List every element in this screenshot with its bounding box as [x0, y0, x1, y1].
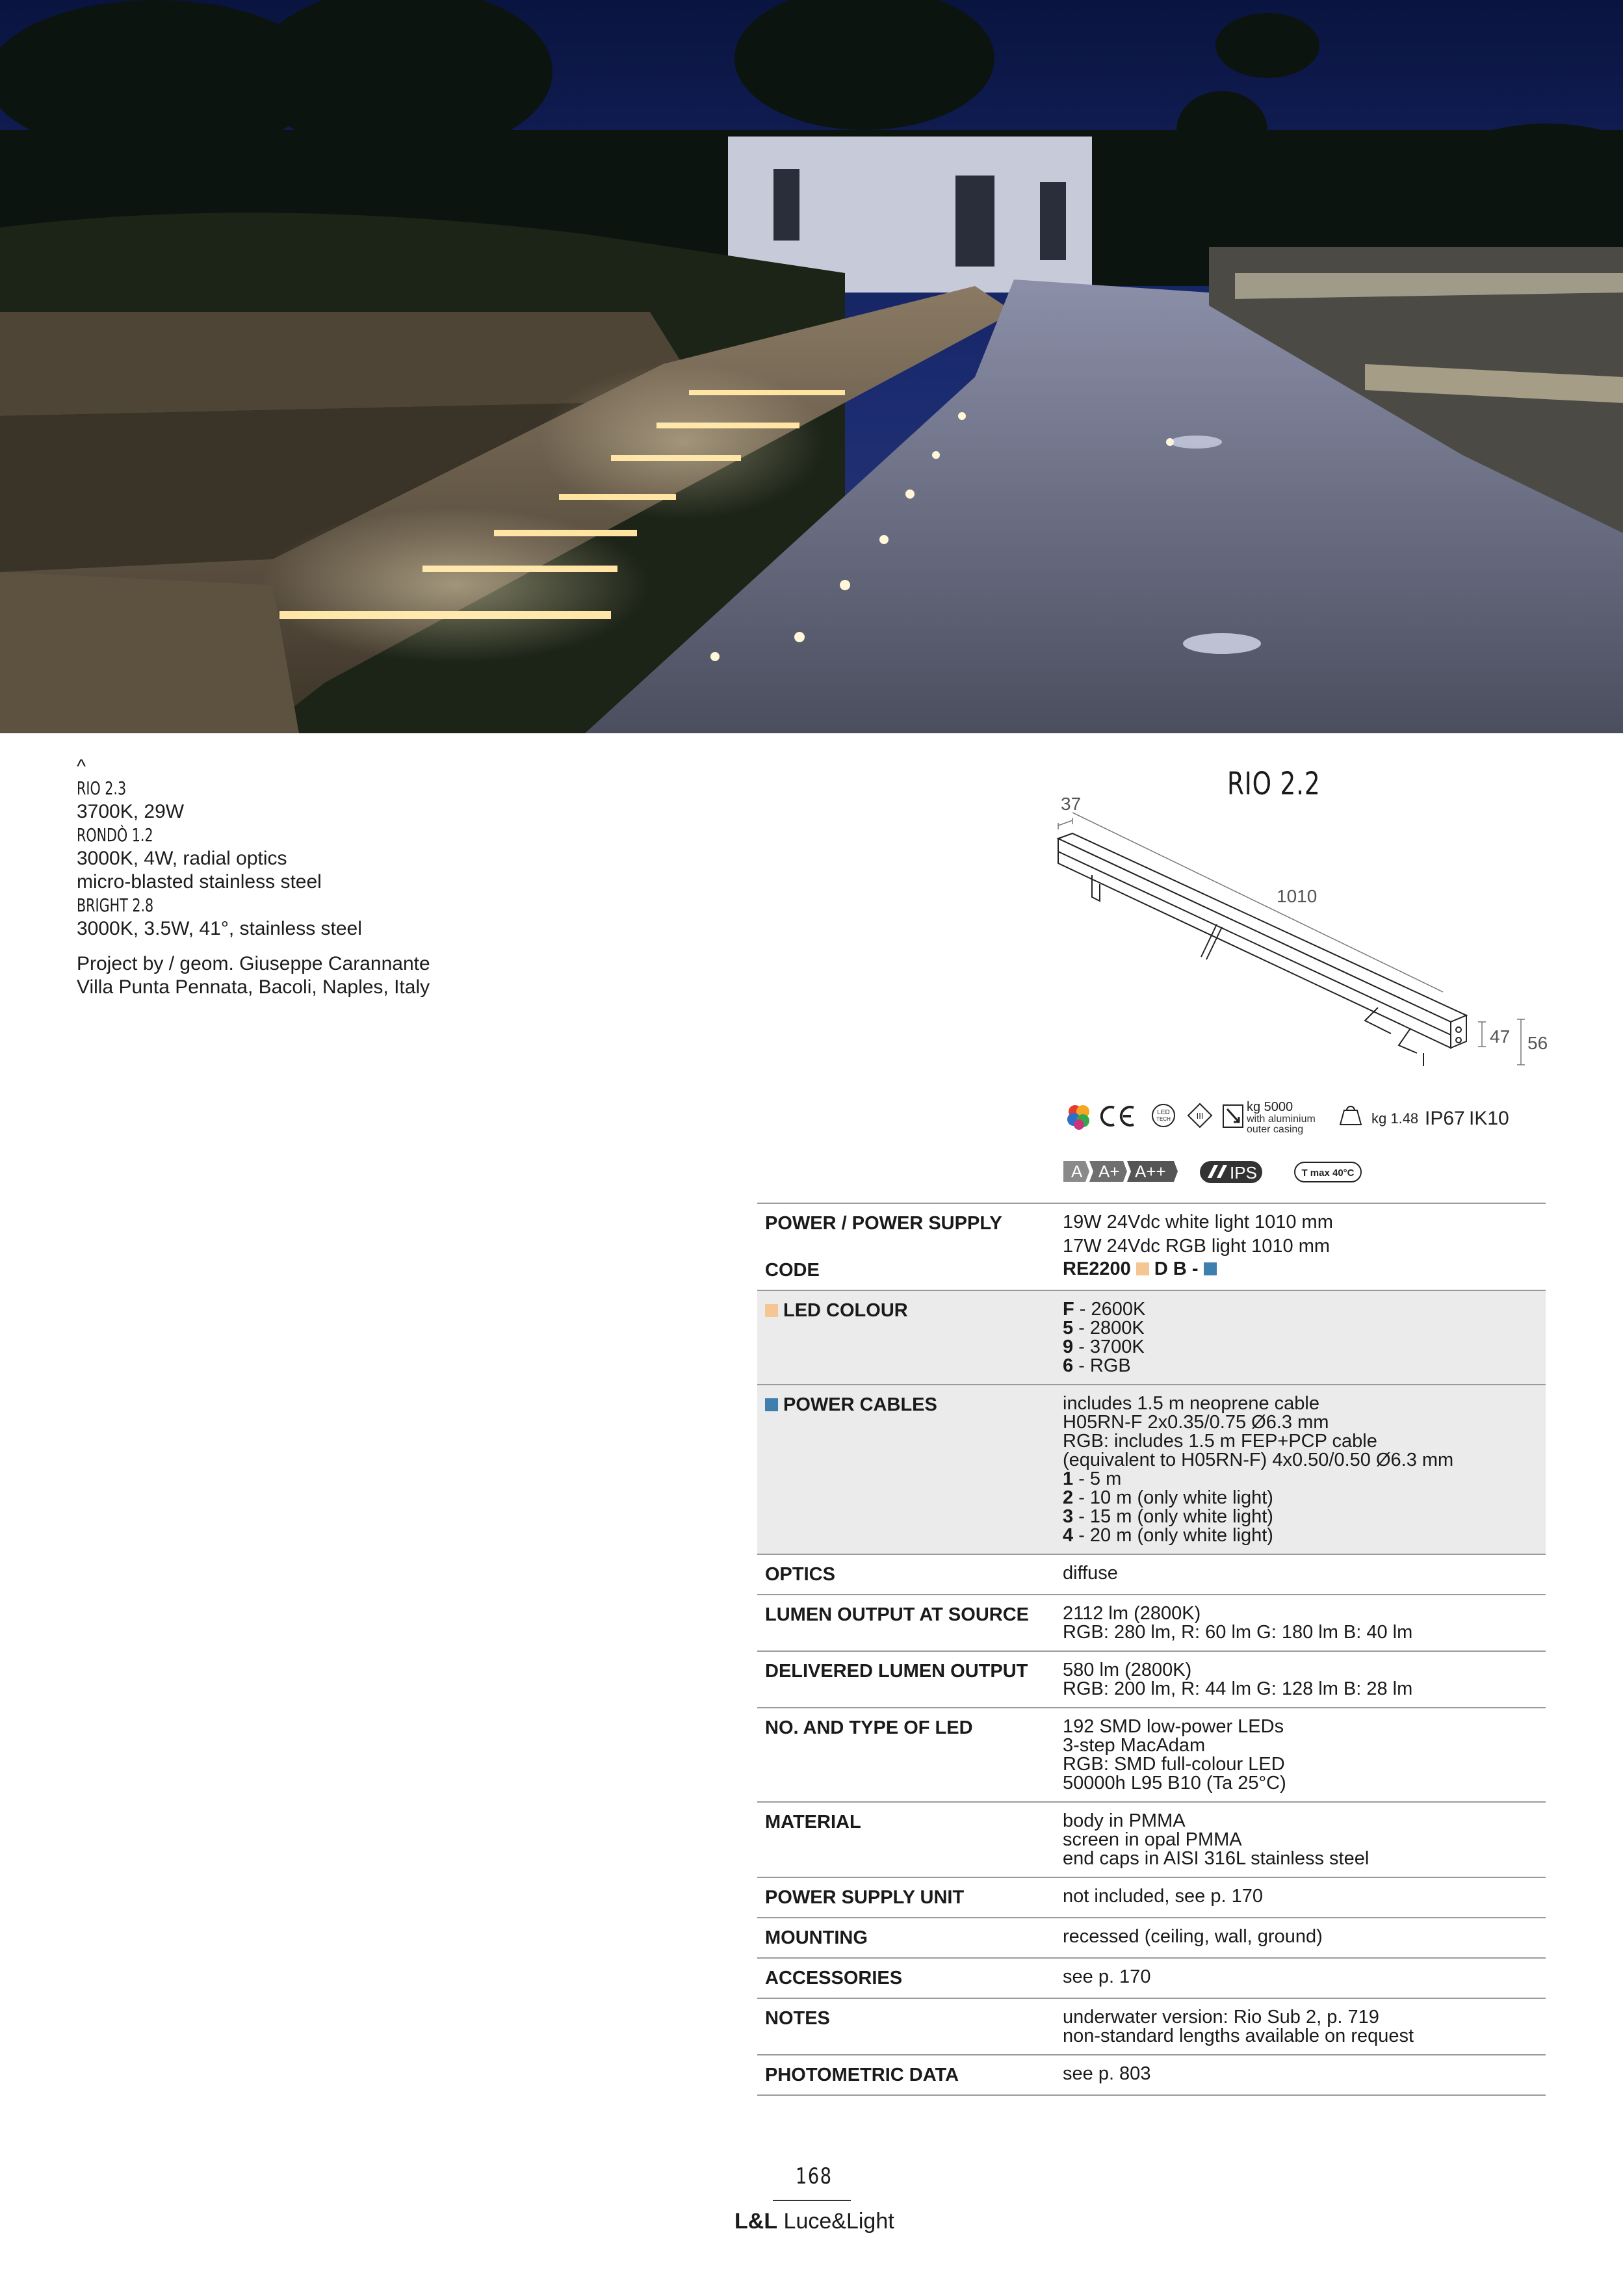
product-title: RIO 2.2	[1227, 766, 1321, 802]
spec-row-material	[757, 1803, 1546, 1878]
spec-label: ACCESSORIES	[765, 1968, 903, 1989]
led-tech-icon	[1152, 1104, 1175, 1127]
energy-class-a-plusplus: A++	[1135, 1162, 1166, 1181]
spec-label	[765, 1394, 1063, 1545]
energy-class-a: A	[1071, 1162, 1083, 1181]
spec-value: see p. 803	[1063, 2063, 1151, 2084]
cable-text: includes 1.5 m neoprene cable	[1063, 1393, 1319, 1414]
spec-value	[1063, 1394, 1546, 1545]
caption-project: Project by / geom. Giuseppe Carannante	[77, 953, 430, 974]
spec-label: NOTES	[765, 2008, 830, 2029]
svg-text:III: III	[1196, 1111, 1204, 1121]
spec-row-photometric	[757, 2055, 1546, 2096]
spec-row-accessories	[757, 1959, 1546, 1999]
spec-label: POWER SUPPLY UNIT	[765, 1887, 965, 1908]
spec-row-power	[757, 1203, 1546, 1260]
caption-product-name: RIO 2.3	[77, 777, 127, 799]
spec-label: POWER / POWER SUPPLY	[765, 1213, 1002, 1234]
ce-mark-icon	[1102, 1107, 1134, 1125]
spec-row-mounting	[757, 1918, 1546, 1959]
power-cable-swatch	[1204, 1262, 1217, 1275]
caption-product-name: RONDÒ 1.2	[77, 824, 153, 846]
spec-value: 192 SMD low-power LEDs 3-step MacAdam RGB: SMD full-colour LED 50000h L95 B10 (Ta 25°C)	[1063, 1716, 1286, 1794]
weight-value: kg 1.48	[1371, 1110, 1419, 1127]
energy-class-a-plus: A+	[1098, 1162, 1120, 1181]
spec-row-code	[757, 1260, 1546, 1291]
caret-symbol: ^	[77, 756, 86, 777]
caption-location: Villa Punta Pennata, Bacoli, Naples, Italy	[77, 976, 430, 998]
caption-product-name: BRIGHT 2.8	[77, 894, 154, 916]
spec-row-optics	[757, 1555, 1546, 1595]
colour-option: F - 2600K	[1063, 1299, 1146, 1320]
spec-row-led-colour	[757, 1291, 1546, 1385]
cable-text: (equivalent to H05RN-F) 4x0.50/0.50 Ø6.3 mm	[1063, 1450, 1454, 1470]
spec-row-notes	[757, 1999, 1546, 2055]
page-number: 168	[796, 2163, 833, 2189]
ip-rating: IP67	[1425, 1108, 1465, 1129]
spec-row-lumen-delivered	[757, 1652, 1546, 1708]
spec-value: 580 lm (2800K) RGB: 200 lm, R: 44 lm G: 128 lm B: 28 lm	[1063, 1660, 1413, 1699]
dim-width: 37	[1061, 794, 1082, 814]
photo-caption	[77, 757, 662, 999]
led-colour-label: LED COLOUR	[783, 1300, 908, 1321]
load-capacity: kg 5000	[1247, 1100, 1293, 1114]
code-mid: D B -	[1154, 1259, 1199, 1279]
class-iii-icon	[1188, 1104, 1212, 1127]
spec-label: MATERIAL	[765, 1812, 861, 1833]
spec-value	[1063, 1210, 1546, 1259]
power-cables-label: POWER CABLES	[783, 1394, 937, 1415]
ips-label: IPS	[1230, 1163, 1257, 1182]
load-note-2: outer casing	[1247, 1124, 1304, 1135]
code-prefix: RE2200	[1063, 1259, 1131, 1279]
brand-bold: L&L	[734, 2209, 778, 2234]
rgb-icon	[1067, 1105, 1089, 1130]
tmax-label: T max 40°C	[1301, 1168, 1355, 1179]
spec-row-power-cables	[757, 1385, 1546, 1555]
power-white: 19W 24Vdc white light 1010 mm	[1063, 1212, 1333, 1233]
svg-text:LED: LED	[1157, 1109, 1170, 1116]
spec-label: OPTICS	[765, 1564, 835, 1585]
dim-height: 47	[1490, 1026, 1511, 1047]
product-drawing	[1027, 787, 1573, 1086]
svg-text:TECH: TECH	[1156, 1116, 1171, 1122]
spec-value-code	[1063, 1260, 1546, 1281]
brand-rest: Luce&Light	[777, 2209, 894, 2234]
hero-photo	[0, 0, 1623, 733]
spec-label: LUMEN OUTPUT AT SOURCE	[765, 1604, 1029, 1625]
spec-label: DELIVERED LUMEN OUTPUT	[765, 1661, 1028, 1682]
spec-table	[757, 1203, 1546, 2096]
cable-option: 2 - 10 m (only white light)	[1063, 1487, 1273, 1508]
spec-value: underwater version: Rio Sub 2, p. 719 non-standard lengths available on request	[1063, 2007, 1414, 2046]
ips-icon	[1200, 1161, 1262, 1183]
spec-value: 2112 lm (2800K) RGB: 280 lm, R: 60 lm G: 180 lm B: 40 lm	[1063, 1603, 1413, 1643]
brand-name	[734, 2209, 894, 2234]
caption-product-desc: 3700K, 29W	[77, 801, 185, 822]
led-colour-swatch	[1136, 1262, 1149, 1275]
cable-text: RGB: includes 1.5 m FEP+PCP cable	[1063, 1431, 1377, 1452]
spec-value: diffuse	[1063, 1563, 1118, 1584]
colour-option: 9 - 3700K	[1063, 1337, 1145, 1357]
spec-label: MOUNTING	[765, 1927, 868, 1948]
spec-value: body in PMMA screen in opal PMMA end caps in AISI 316L stainless steel	[1063, 1810, 1370, 1869]
spec-label: NO. AND TYPE OF LED	[765, 1717, 973, 1738]
caption-product-desc: 3000K, 4W, radial optics	[77, 848, 287, 869]
caption-product-desc: 3000K, 3.5W, 41°, stainless steel	[77, 918, 362, 939]
spec-value	[1063, 1300, 1546, 1376]
load-icon	[1223, 1100, 1316, 1135]
footer-divider	[773, 2200, 851, 2201]
caption-product-desc: micro-blasted stainless steel	[77, 871, 322, 893]
spec-value: recessed (ceiling, wall, ground)	[1063, 1926, 1323, 1947]
tmax-icon	[1295, 1162, 1361, 1182]
spec-value: not included, see p. 170	[1063, 1886, 1263, 1907]
cable-option: 1 - 5 m	[1063, 1468, 1122, 1489]
certification-icons	[1063, 1099, 1557, 1138]
cable-text: H05RN-F 2x0.35/0.75 Ø6.3 mm	[1063, 1412, 1329, 1433]
spec-label: PHOTOMETRIC DATA	[765, 2065, 959, 2085]
spec-value: see p. 170	[1063, 1966, 1151, 1987]
load-note: with aluminium	[1247, 1114, 1316, 1125]
spec-label	[765, 1300, 1063, 1376]
energy-class-label	[1063, 1161, 1178, 1182]
cable-option: 4 - 20 m (only white light)	[1063, 1525, 1273, 1546]
colour-option: 6 - RGB	[1063, 1355, 1131, 1376]
spec-row-power-supply-unit	[757, 1878, 1546, 1918]
energy-icons	[1063, 1157, 1375, 1186]
spec-label: CODE	[765, 1260, 820, 1281]
power-cable-swatch	[765, 1398, 778, 1411]
colour-option: 5 - 2800K	[1063, 1318, 1145, 1338]
power-rgb: 17W 24Vdc RGB light 1010 mm	[1063, 1236, 1331, 1257]
dim-total-height: 56	[1527, 1033, 1548, 1053]
cable-option: 3 - 15 m (only white light)	[1063, 1506, 1273, 1527]
dim-length: 1010	[1277, 886, 1318, 906]
ik-rating: IK10	[1469, 1108, 1509, 1129]
spec-row-lumen-source	[757, 1595, 1546, 1652]
led-colour-swatch	[765, 1304, 778, 1317]
spec-row-led-type	[757, 1708, 1546, 1803]
weight-icon	[1340, 1106, 1418, 1127]
